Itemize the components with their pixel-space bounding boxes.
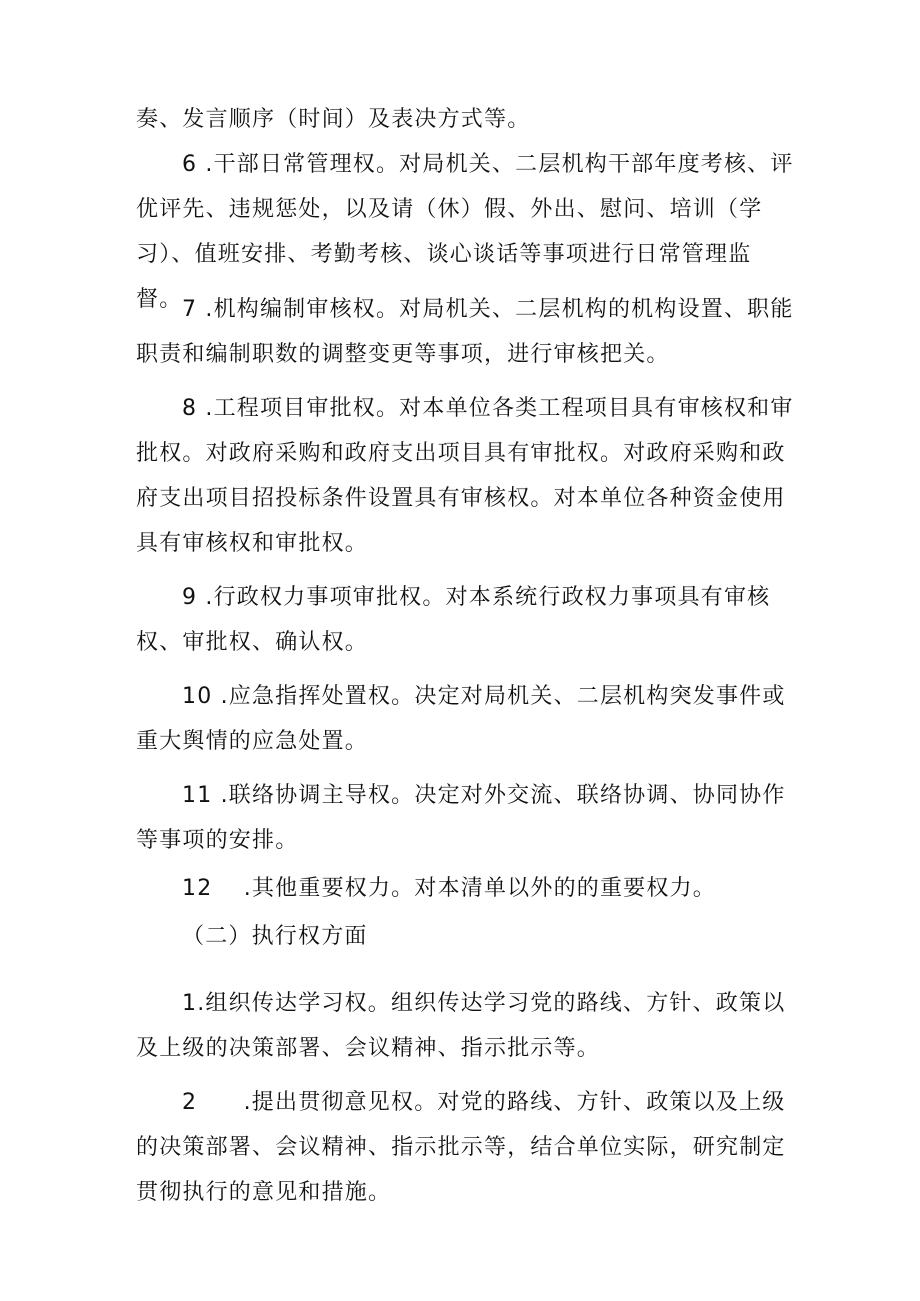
paragraph-item-9: 9 .行政权力事项审批权。对本系统行政权力事项具有审核权、审批权、确认权。 [136, 585, 771, 655]
paragraph-item-11: 11 .联络协调主导权。决定对外交流、联络协调、协同协作等事项的安排。 [136, 783, 786, 853]
paragraph-exec-item-1: 1.组织传达学习权。组织传达学习党的路线、方针、政策以及上级的决策部署、会议精神、指示批示等。 [136, 991, 786, 1061]
paragraph-item-8: 8 .工程项目审批权。对本单位各类工程项目具有审核权和审批权。对政府采购和政府支出项目具有审批权。对政府采购和政府支出项目招投标条件设置具有审核权。对本单位各种资金使用具有审核权和审批权。 [136, 396, 794, 556]
paragraph-continuation: 奏、发言顺序（时间）及表决方式等。 [136, 107, 531, 132]
paragraph-exec-item-2: 2 .提出贯彻意见权。对党的路线、方针、政策以及上级的决策部署、会议精神、指示批示等，结合单位实际，研究制定贯彻执行的意见和措施。 [136, 1090, 786, 1205]
paragraph-item-7: 7 .机构编制审核权。对局机关、二层机构的机构设置、职能职责和编制职数的调整变更等事项，进行审核把关。 [136, 297, 794, 367]
paragraph-item-10: 10 .应急指挥处置权。决定对局机关、二层机构突发事件或重大舆情的应急处置。 [136, 684, 786, 754]
section-heading-execution: （二）执行权方面 [182, 924, 368, 949]
paragraph-item-6: 6 .干部日常管理权。对局机关、二层机构干部年度考核、评优评先、违规惩处，以及请（休）假、外出、慰问、培训（学习）、值班安排、考勤考核、谈心谈话等事项进行日常管理监督。 [136, 152, 794, 312]
paragraph-item-12: 12 .其他重要权力。对本清单以外的的重要权力。 [182, 876, 716, 901]
